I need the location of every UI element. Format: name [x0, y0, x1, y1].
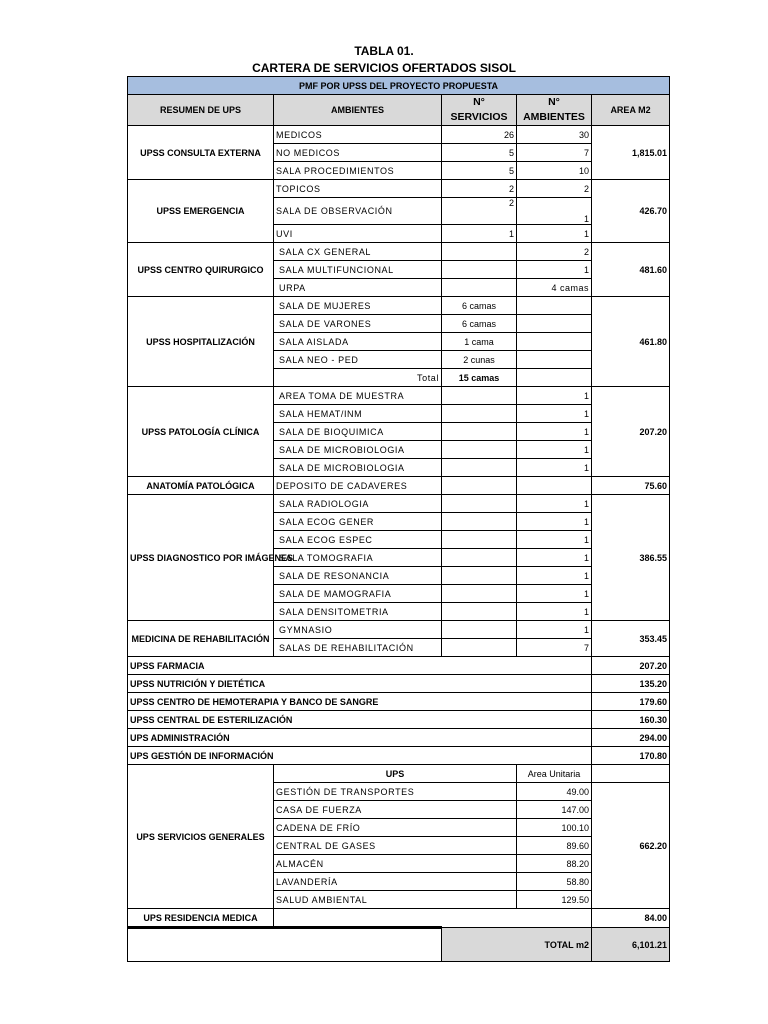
- ambiente-cell: NO MEDICOS: [274, 144, 442, 162]
- n-ambientes-cell: [517, 369, 592, 387]
- servicios-cell: [442, 549, 517, 567]
- area-cell: 461.80: [592, 297, 670, 387]
- n-ambientes-cell: [517, 333, 592, 351]
- upss-name: UPS GESTIÓN DE INFORMACIÓN: [128, 747, 592, 765]
- total-value: 6,101.21: [592, 928, 670, 962]
- servicios-cell: [442, 441, 517, 459]
- ambiente-cell: SALA RADIOLOGIA: [274, 495, 442, 513]
- ambiente-cell: SALA DE MAMOGRAFIA: [274, 585, 442, 603]
- n-ambientes-cell: 1: [517, 225, 592, 243]
- n-ambientes-cell: 1: [517, 495, 592, 513]
- table-row: [128, 297, 670, 315]
- n-ambientes-cell: [517, 477, 592, 495]
- group-hospitalizacion: UPSS HOSPITALIZACIÓN: [128, 297, 274, 387]
- servicios-cell: [442, 585, 517, 603]
- servicios-cell: 1 cama: [442, 333, 517, 351]
- ambiente-cell: GESTIÓN DE TRANSPORTES: [274, 783, 517, 801]
- group-patologia-clinica: UPSS PATOLOGÍA CLÍNICA: [128, 387, 274, 477]
- table-row: [128, 621, 670, 639]
- ambiente-cell: DEPOSITO DE CADAVERES: [274, 477, 442, 495]
- n-ambientes-cell: 1: [517, 567, 592, 585]
- table-row: [128, 243, 670, 261]
- area-cell: 662.20: [592, 783, 670, 909]
- n-ambientes-cell: 1: [517, 603, 592, 621]
- ambiente-cell: SALA ECOG ESPEC: [274, 531, 442, 549]
- area-cell: 1,815.01: [592, 126, 670, 180]
- table-row: [128, 747, 670, 765]
- area-cell: 84.00: [592, 909, 670, 928]
- group-rehabilitacion: MEDICINA DE REHABILITACIÓN: [128, 621, 274, 657]
- n-ambientes-cell: 1: [517, 423, 592, 441]
- n-ambientes-cell: 7: [517, 144, 592, 162]
- services-table: [127, 76, 670, 962]
- group-consulta-externa: UPSS CONSULTA EXTERNA: [128, 126, 274, 180]
- area-cell: 179.60: [592, 693, 670, 711]
- ambiente-cell: SALAS DE REHABILITACIÓN: [274, 639, 442, 657]
- table-row: [128, 387, 670, 405]
- ambiente-cell: SALA DE OBSERVACIÓN: [274, 198, 442, 225]
- table-title: CARTERA DE SERVICIOS OFERTADOS SISOL: [252, 61, 516, 75]
- upss-name: UPS ADMINISTRACIÓN: [128, 729, 592, 747]
- n-ambientes-cell: 1: [517, 531, 592, 549]
- area-unitaria-cell: 129.50: [517, 891, 592, 909]
- ambiente-cell: SALA DE MICROBIOLOGIA: [274, 459, 442, 477]
- group-residencia-medica: UPS RESIDENCIA MEDICA: [128, 909, 274, 928]
- ups-subheader: UPS: [274, 765, 517, 783]
- servicios-cell: [442, 279, 517, 297]
- header-n-ambientes: N° AMBIENTES: [517, 95, 592, 126]
- n-ambientes-cell: 2: [517, 243, 592, 261]
- servicios-cell: [442, 567, 517, 585]
- area-cell: 207.20: [592, 657, 670, 675]
- upss-name: UPSS CENTRO DE HEMOTERAPIA Y BANCO DE SANGRE: [128, 693, 592, 711]
- servicios-cell: [442, 621, 517, 639]
- ambiente-cell: SALA ECOG GENER: [274, 513, 442, 531]
- table-row: [128, 909, 670, 928]
- n-ambientes-cell: 10: [517, 162, 592, 180]
- n-ambientes-cell: 1: [517, 405, 592, 423]
- servicios-cell: [442, 603, 517, 621]
- ambiente-cell: UVI: [274, 225, 442, 243]
- ambiente-cell: SALA TOMOGRAFIA: [274, 549, 442, 567]
- table-row: [128, 711, 670, 729]
- banner-row: [128, 77, 670, 95]
- group-servicios-generales: UPS SERVICIOS GENERALES: [128, 765, 274, 909]
- table-row: [128, 675, 670, 693]
- servicios-cell: 5: [442, 162, 517, 180]
- n-ambientes-cell: 1: [517, 459, 592, 477]
- header-row: [128, 95, 670, 126]
- servicios-cell: 2: [442, 198, 517, 225]
- area-unitaria-header: Area Unitaria: [517, 765, 592, 783]
- area-cell: 160.30: [592, 711, 670, 729]
- table-row: [128, 495, 670, 513]
- area-cell: 353.45: [592, 621, 670, 657]
- servicios-cell: [442, 531, 517, 549]
- n-ambientes-cell: 1: [517, 585, 592, 603]
- group-centro-quirurgico: UPSS CENTRO QUIRURGICO: [128, 243, 274, 297]
- table-row: [128, 126, 670, 144]
- servicios-cell: 26: [442, 126, 517, 144]
- ambiente-cell: CASA DE FUERZA: [274, 801, 517, 819]
- n-ambientes-cell: 4 camas: [517, 279, 592, 297]
- area-unitaria-cell: 89.60: [517, 837, 592, 855]
- table-row: [128, 477, 670, 495]
- n-ambientes-cell: 1: [517, 387, 592, 405]
- servicios-cell: [442, 243, 517, 261]
- ambiente-cell: LAVANDERÍA: [274, 873, 517, 891]
- n-ambientes-cell: 1: [517, 621, 592, 639]
- ambiente-cell: ALMACÉN: [274, 855, 517, 873]
- ambiente-cell: SALA DE RESONANCIA: [274, 567, 442, 585]
- upss-name: UPSS FARMACIA: [128, 657, 592, 675]
- ambiente-cell: GYMNASIO: [274, 621, 442, 639]
- servicios-cell: [442, 513, 517, 531]
- area-cell: 170.80: [592, 747, 670, 765]
- ambiente-cell: SALA DENSITOMETRIA: [274, 603, 442, 621]
- upss-name: UPSS NUTRICIÓN Y DIETÉTICA: [128, 675, 592, 693]
- group-emergencia: UPSS EMERGENCIA: [128, 180, 274, 243]
- area-unitaria-cell: 49.00: [517, 783, 592, 801]
- servicios-cell: [442, 405, 517, 423]
- banner: PMF POR UPSS DEL PROYECTO PROPUESTA: [128, 77, 670, 95]
- table-number: TABLA 01.: [354, 44, 414, 58]
- area-unitaria-cell: 147.00: [517, 801, 592, 819]
- n-ambientes-cell: [517, 351, 592, 369]
- ambiente-cell: SALA DE MICROBIOLOGIA: [274, 441, 442, 459]
- ambiente-cell: CENTRAL DE GASES: [274, 837, 517, 855]
- area-cell: [592, 765, 670, 783]
- servicios-cell: [442, 423, 517, 441]
- area-unitaria-cell: 58.80: [517, 873, 592, 891]
- ambiente-cell: CADENA DE FRÍO: [274, 819, 517, 837]
- ambiente-cell: TOPICOS: [274, 180, 442, 198]
- servicios-cell: 2: [442, 180, 517, 198]
- ambiente-cell: SALA PROCEDIMIENTOS: [274, 162, 442, 180]
- servicios-cell: [442, 639, 517, 657]
- servicios-cell: [442, 459, 517, 477]
- ambiente-cell: MEDICOS: [274, 126, 442, 144]
- n-ambientes-cell: 1: [517, 198, 592, 225]
- header-ambientes: AMBIENTES: [274, 95, 442, 126]
- upss-name: UPSS CENTRAL DE ESTERILIZACIÓN: [128, 711, 592, 729]
- ambiente-cell: SALUD AMBIENTAL: [274, 891, 517, 909]
- n-ambientes-cell: [517, 297, 592, 315]
- empty-cell: [274, 909, 592, 928]
- n-ambientes-cell: [517, 315, 592, 333]
- ambiente-cell: SALA MULTIFUNCIONAL: [274, 261, 442, 279]
- n-ambientes-cell: 2: [517, 180, 592, 198]
- area-cell: 426.70: [592, 180, 670, 243]
- area-cell: 386.55: [592, 495, 670, 621]
- servicios-cell: 6 camas: [442, 315, 517, 333]
- servicios-cell: 2 cunas: [442, 351, 517, 369]
- ambiente-cell: AREA TOMA DE MUESTRA: [274, 387, 442, 405]
- area-cell: 75.60: [592, 477, 670, 495]
- ambiente-cell: SALA NEO - PED: [274, 351, 442, 369]
- ambiente-cell: SALA DE BIOQUIMICA: [274, 423, 442, 441]
- n-ambientes-cell: 1: [517, 549, 592, 567]
- n-ambientes-cell: 7: [517, 639, 592, 657]
- header-resumen: RESUMEN DE UPS: [128, 95, 274, 126]
- header-servicios: N° SERVICIOS: [442, 95, 517, 126]
- total-row: [128, 928, 670, 962]
- total-label: Total: [274, 369, 442, 387]
- servicios-cell: [442, 477, 517, 495]
- n-ambientes-cell: 1: [517, 261, 592, 279]
- area-cell: 481.60: [592, 243, 670, 297]
- servicios-cell: [442, 261, 517, 279]
- servicios-cell: 5: [442, 144, 517, 162]
- servicios-cell: [442, 387, 517, 405]
- table-row: [128, 765, 670, 783]
- header-area: AREA M2: [592, 95, 670, 126]
- servicios-cell: [442, 495, 517, 513]
- table-row: [128, 729, 670, 747]
- ambiente-cell: SALA DE VARONES: [274, 315, 442, 333]
- ambiente-cell: SALA HEMAT/INM: [274, 405, 442, 423]
- group-diagnostico-imagenes: UPSS DIAGNOSTICO POR IMÁGENES: [128, 495, 274, 621]
- n-ambientes-cell: 1: [517, 441, 592, 459]
- total-label: TOTAL m2: [442, 928, 592, 962]
- area-cell: 207.20: [592, 387, 670, 477]
- servicios-cell: 1: [442, 225, 517, 243]
- group-anatomia-patologica: ANATOMÍA PATOLÓGICA: [128, 477, 274, 495]
- total-camas: 15 camas: [442, 369, 517, 387]
- ambiente-cell: URPA: [274, 279, 442, 297]
- table-row: [128, 180, 670, 198]
- ambiente-cell: SALA DE MUJERES: [274, 297, 442, 315]
- area-cell: 294.00: [592, 729, 670, 747]
- table-row: [128, 693, 670, 711]
- ambiente-cell: SALA CX GENERAL: [274, 243, 442, 261]
- area-unitaria-cell: 100.10: [517, 819, 592, 837]
- n-ambientes-cell: 30: [517, 126, 592, 144]
- area-unitaria-cell: 88.20: [517, 855, 592, 873]
- n-ambientes-cell: 1: [517, 513, 592, 531]
- empty-cell: [128, 928, 442, 962]
- table-row: [128, 657, 670, 675]
- ambiente-cell: SALA AISLADA: [274, 333, 442, 351]
- area-cell: 135.20: [592, 675, 670, 693]
- servicios-cell: 6 camas: [442, 297, 517, 315]
